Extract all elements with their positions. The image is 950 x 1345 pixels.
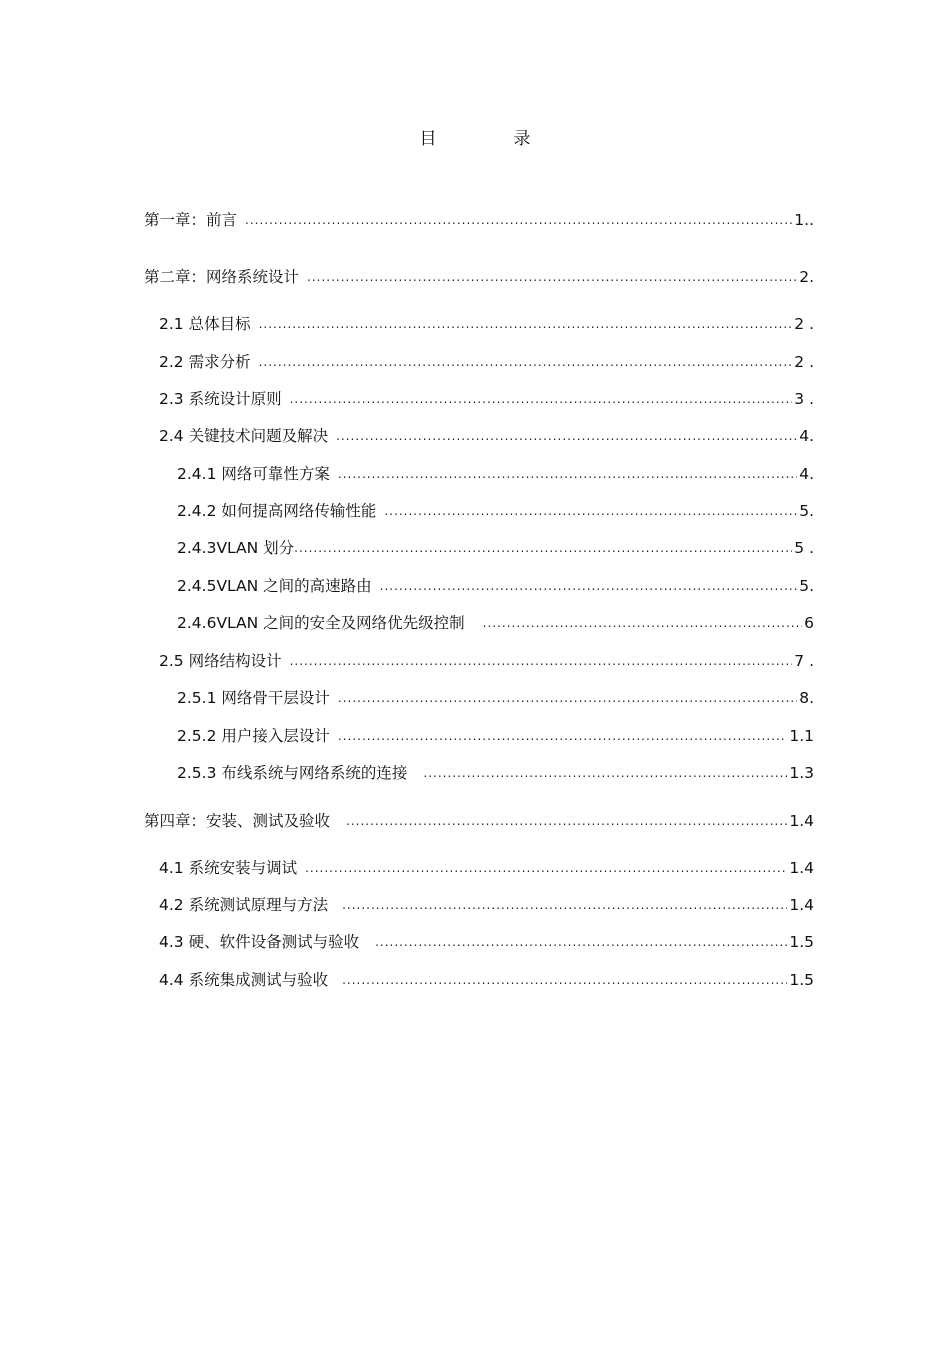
toc-entry-page: 1.4 [789, 812, 814, 830]
toc-entry-page: 8. [799, 689, 814, 707]
toc-entry-page: 5. [799, 577, 814, 595]
toc-entry-label: 2.4.6VLAN 之间的安全及网络优先级控制 [177, 614, 465, 632]
toc-entry-page: 2 . [794, 353, 814, 371]
dot-leader [338, 726, 787, 746]
toc-entry-label: 2.4.1 网络可靠性方案 [177, 465, 330, 483]
toc-entry-label: 第四章：安装、测试及验收 [144, 812, 331, 830]
dot-leader [259, 314, 793, 334]
toc-entry-label: 4.4 系统集成测试与验收 [159, 971, 329, 989]
toc-entry-label: 2.1 总体目标 [159, 315, 251, 333]
dot-leader [259, 352, 793, 372]
toc-entry-label: 第一章：前言 [144, 211, 238, 229]
dot-leader [290, 651, 793, 671]
toc-entry-2-4-6[interactable] [177, 613, 814, 633]
toc-title: 目 录 [419, 129, 561, 149]
dot-leader [245, 210, 792, 230]
toc-entry-2-5[interactable] [159, 651, 814, 671]
dot-leader [375, 932, 787, 952]
toc-entry-4-1[interactable] [159, 858, 814, 878]
dot-leader [307, 267, 797, 287]
toc-entry-2-5-3[interactable] [177, 763, 814, 783]
toc-entry-label: 2.5.3 布线系统与网络系统的连接 [177, 764, 408, 782]
dot-leader [342, 895, 787, 915]
dot-leader [384, 501, 797, 521]
toc-entry-page: 4. [799, 427, 814, 445]
toc-entry-page: 5 . [794, 539, 814, 557]
toc-entry-page: 5. [799, 502, 814, 520]
toc-entry-page: 4. [799, 465, 814, 483]
toc-entry-4-4[interactable] [159, 970, 814, 990]
toc-entry-label: 2.4.3VLAN 划分 [177, 539, 295, 557]
toc-entry-label: 2.5 网络结构设计 [159, 652, 282, 670]
dot-leader [336, 426, 797, 446]
toc-entry-label: 2.3 系统设计原则 [159, 390, 282, 408]
toc-entry-label: 第二章：网络系统设计 [144, 268, 300, 286]
toc-entry-2-3[interactable] [159, 389, 814, 409]
toc-entry-page: 1.. [794, 211, 814, 229]
toc-entry-chapter-4[interactable] [144, 811, 814, 831]
dot-leader [305, 858, 787, 878]
toc-entry-2-4-1[interactable] [177, 464, 814, 484]
toc-entry-2-4-2[interactable] [177, 501, 814, 521]
toc-entry-label: 4.1 系统安装与调试 [159, 859, 298, 877]
toc-entry-2-1[interactable] [159, 314, 814, 334]
toc-entry-label: 2.2 需求分析 [159, 353, 251, 371]
toc-entry-label: 2.5.1 网络骨干层设计 [177, 689, 330, 707]
toc-entry-label: 2.4 关键技术问题及解决 [159, 427, 329, 445]
toc-entry-page: 7 . [794, 652, 814, 670]
toc-entry-page: 1.4 [789, 896, 814, 914]
dot-leader [338, 464, 797, 484]
dot-leader [380, 576, 798, 596]
toc-entry-2-4-5[interactable] [177, 576, 814, 596]
toc-entry-2-4-3[interactable] [177, 538, 814, 558]
dot-leader [423, 763, 787, 783]
toc-entry-2-2[interactable] [159, 352, 814, 372]
toc-entry-page: 3 . [794, 390, 814, 408]
dot-leader [338, 688, 797, 708]
toc-entry-page: 1.5 [789, 933, 814, 951]
toc-entry-chapter-2[interactable] [144, 267, 814, 287]
toc-entry-2-4[interactable] [159, 426, 814, 446]
toc-entry-label: 2.5.2 用户接入层设计 [177, 727, 330, 745]
toc-entry-4-3[interactable] [159, 932, 814, 952]
toc-entry-page: 2. [799, 268, 814, 286]
toc-entry-page: 1.4 [789, 859, 814, 877]
toc-entry-label: 2.4.5VLAN 之间的高速路由 [177, 577, 372, 595]
toc-entry-page: 1.3 [789, 764, 814, 782]
toc-entry-page: 6 [804, 614, 814, 632]
toc-entry-page: 2 . [794, 315, 814, 333]
toc-entry-4-2[interactable] [159, 895, 814, 915]
toc-entry-label: 4.3 硬、软件设备测试与验收 [159, 933, 360, 951]
dot-leader [342, 970, 787, 990]
toc-entry-chapter-1[interactable] [144, 210, 814, 230]
toc-entry-page: 1.5 [789, 971, 814, 989]
dot-leader [483, 613, 802, 633]
dot-leader [294, 538, 792, 558]
toc-entry-page: 1.1 [789, 727, 814, 745]
dot-leader [290, 389, 793, 409]
dot-leader [346, 811, 787, 831]
toc-entry-2-5-1[interactable] [177, 688, 814, 708]
toc-entry-2-5-2[interactable] [177, 726, 814, 746]
toc-entry-label: 2.4.2 如何提高网络传输性能 [177, 502, 377, 520]
toc-entry-label: 4.2 系统测试原理与方法 [159, 896, 329, 914]
